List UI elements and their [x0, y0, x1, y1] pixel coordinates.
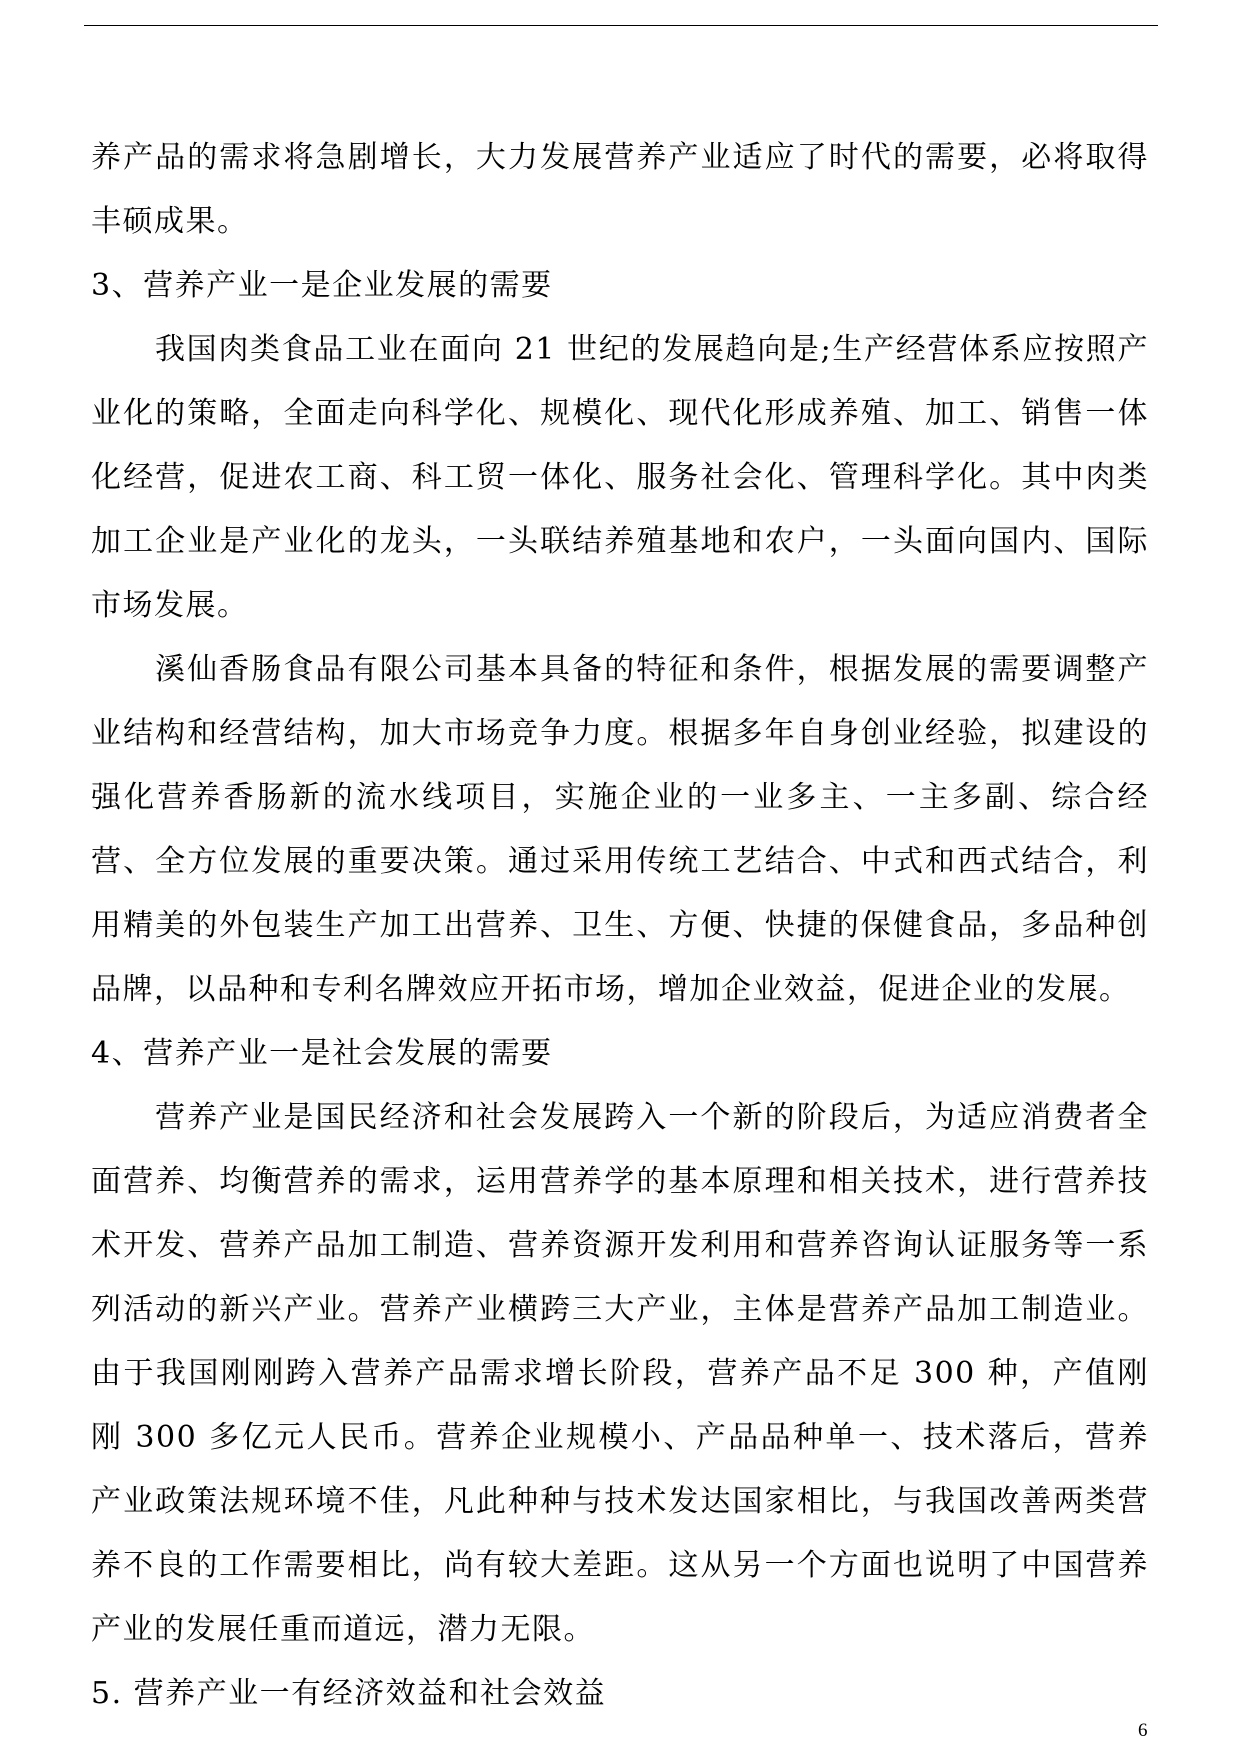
- section-heading-3: 3、营养产业一是企业发展的需要: [91, 268, 553, 303]
- body-text: [91, 126, 1149, 1726]
- paragraph: 我国肉类食品工业在面向 21 世纪的发展趋向是;生产经营体系应按照产业化的策略，全面走向科学化、规模化、现代化形成养殖、加工、销售一体化经营，促进农工商、科工贸一体化、服务社会化、管理科学化。其中肉类加工企业是产业化的龙头，一头联结养殖基地和农户，一头面向国内、国际市场发展。: [91, 332, 1149, 623]
- section-heading-5: 5. 营养产业一有经济效益和社会效益: [91, 1676, 607, 1711]
- section-heading-4: 4、营养产业一是社会发展的需要: [91, 1036, 553, 1071]
- header-rule: [84, 25, 1158, 26]
- paragraph: 溪仙香肠食品有限公司基本具备的特征和条件，根据发展的需要调整产业结构和经营结构，加大市场竞争力度。根据多年自身创业经验，拟建设的强化营养香肠新的流水线项目，实施企业的一业多主、一主多副、综合经营、全方位发展的重要决策。通过采用传统工艺结合、中式和西式结合，利用精美的外包装生产加工出营养、卫生、方便、快捷的保健食品，多品种创品牌，以品种和专利名牌效应开拓市场，增加企业效益，促进企业的发展。: [91, 652, 1149, 1007]
- page-number: 6: [1138, 1720, 1148, 1741]
- paragraph-continuation: 养产品的需求将急剧增长，大力发展营养产业适应了时代的需要，必将取得丰硕成果。: [91, 140, 1149, 239]
- paragraph: 营养产业是国民经济和社会发展跨入一个新的阶段后，为适应消费者全面营养、均衡营养的需求，运用营养学的基本原理和相关技术，进行营养技术开发、营养产品加工制造、营养资源开发利用和营养咨询认证服务等一系列活动的新兴产业。营养产业横跨三大产业，主体是营养产品加工制造业。由于我国刚刚跨入营养产品需求增长阶段，营养产品不足 300 种，产值刚刚 300 多亿元人民币。营养企业规模小、产品品种单一、技术落后，营养产业政策法规环境不佳，凡此种种与技术发达国家相比，与我国改善两类营养不良的工作需要相比，尚有较大差距。这从另一个方面也说明了中国营养产业的发展任重而道远，潜力无限。: [91, 1100, 1149, 1647]
